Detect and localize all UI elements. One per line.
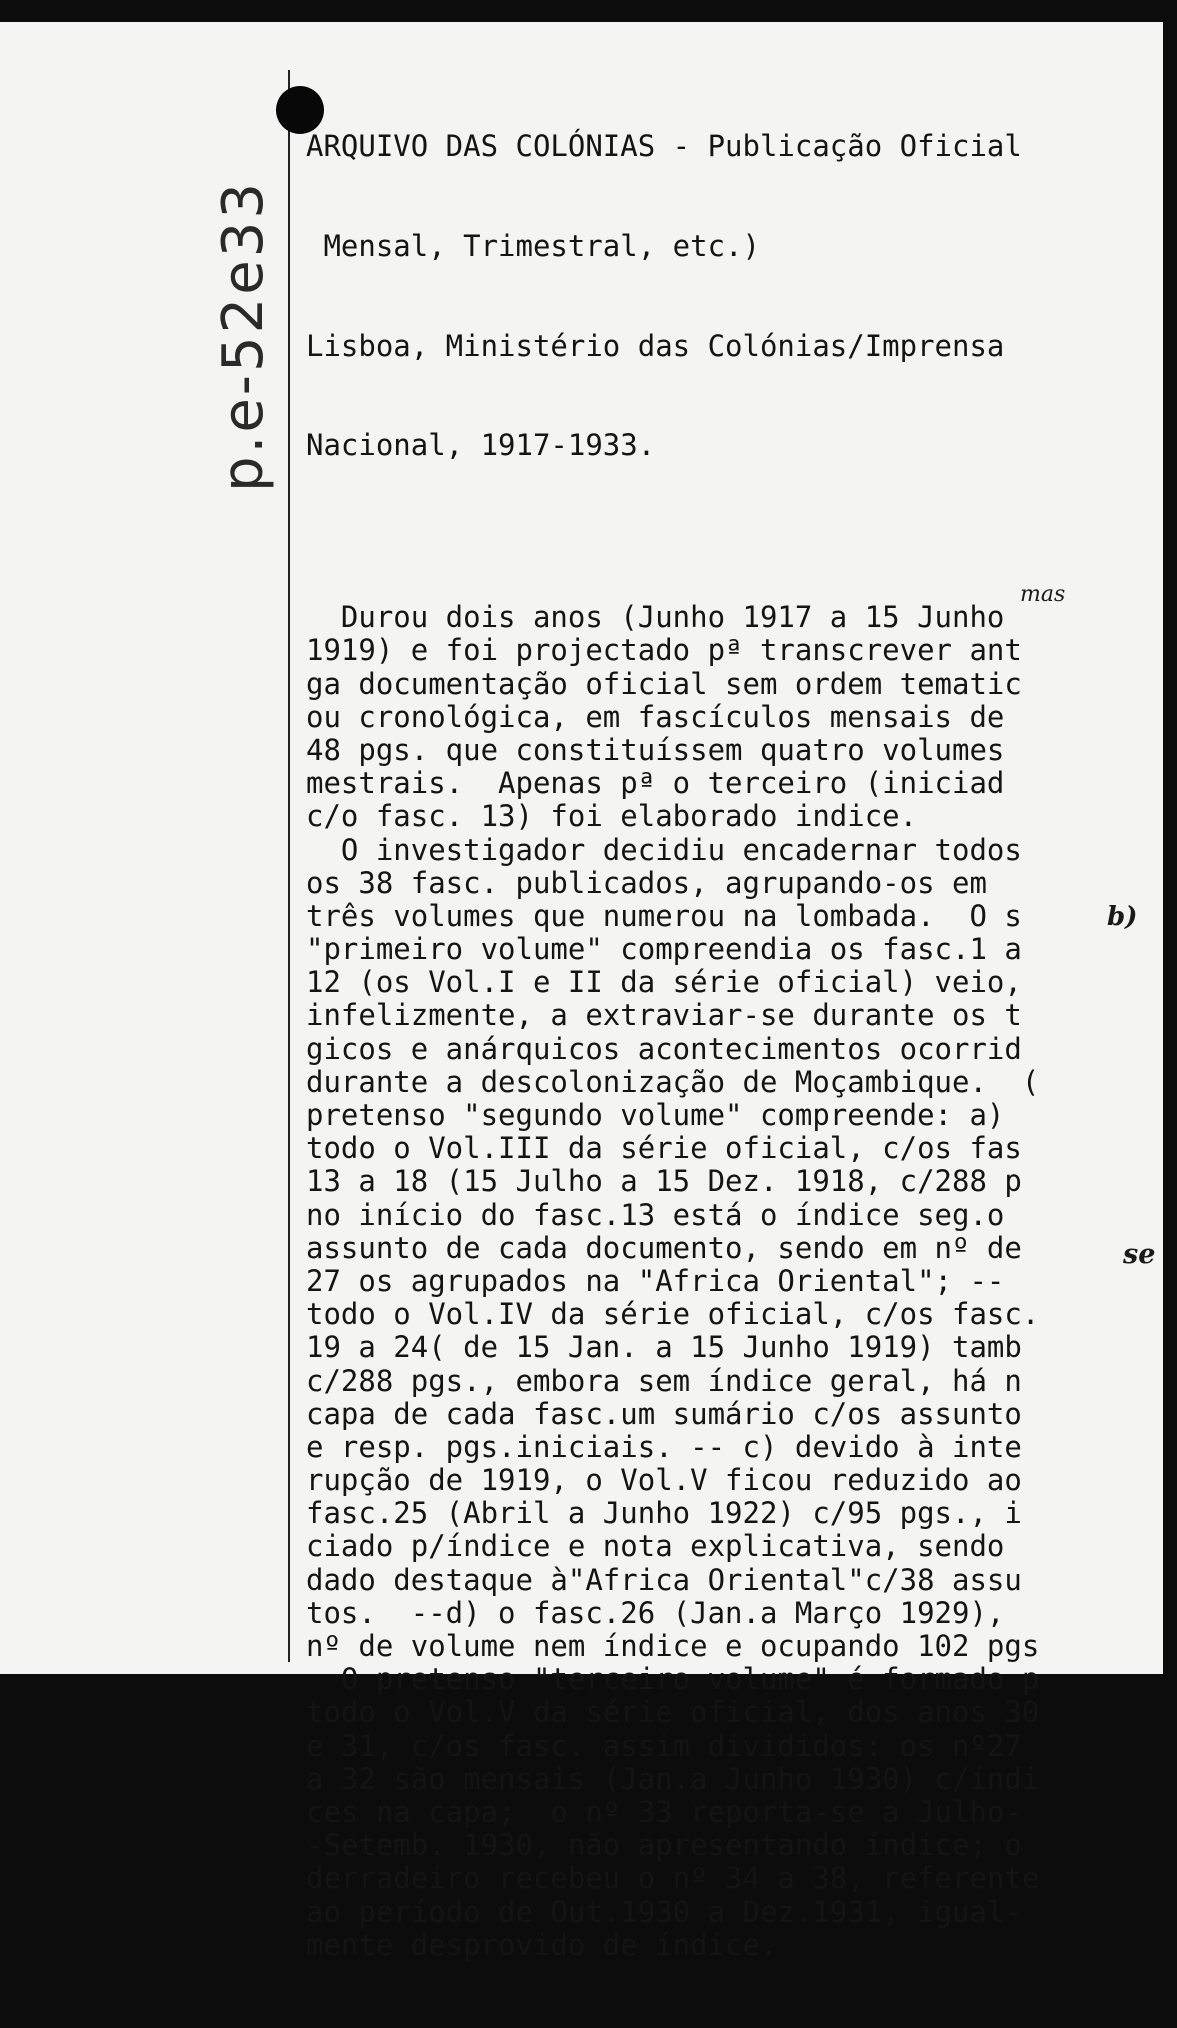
body-line: assunto de cada documento, sendo em nº de xyxy=(306,1230,1022,1265)
body-line: ciado p/índice e nota explicativa, sendo xyxy=(306,1529,1005,1564)
body-line: a 32 são mensais (Jan.a Junho 1930) c/índi xyxy=(306,1761,1040,1796)
header-line-2: Mensal, Trimestral, etc.) xyxy=(306,229,760,263)
body-line: gicos e anárquicos acontecimentos ocorrid xyxy=(306,1031,1022,1066)
body-line: durante a descolonização de Moçambique. ( xyxy=(306,1064,1040,1099)
body-line: e resp. pgs.iniciais. -- c) devido à inte xyxy=(306,1429,1022,1464)
body-line: infelizmente, a extraviar-se durante os t xyxy=(306,998,1022,1033)
header-line-1: ARQUIVO DAS COLÓNIAS - Publicação Oficial xyxy=(306,129,1022,164)
body-line: no início do fasc.13 está o índice seg.o xyxy=(306,1197,1005,1232)
body-line: fasc.25 (Abril a Junho 1922) c/95 pgs., i xyxy=(306,1496,1022,1531)
body-line: 1919) e foi projectado pª transcrever ant xyxy=(306,633,1022,668)
body-line: ao período de Out.1930 a Dez.1931, igual- xyxy=(306,1894,1022,1929)
body-line: O pretenso "terceiro volume" é formado p xyxy=(306,1662,1040,1697)
body-line: c/o fasc. 13) foi elaborado indice. xyxy=(306,799,918,834)
handwritten-mas: mas xyxy=(1020,582,1066,607)
body-line: -Setemb. 1930, não apresentando índice; o xyxy=(306,1828,1022,1863)
body-line: derradeiro recebeu o nº 34 a 38, referente xyxy=(306,1861,1040,1896)
body-line: 12 (os Vol.I e II da série oficial) veio, xyxy=(306,965,1022,1000)
body-line: dado destaque à"Africa Oriental"c/38 assu xyxy=(306,1562,1022,1597)
body-line: 48 pgs. que constituíssem quatro volumes xyxy=(306,732,1005,767)
margin-handwritten-note: p.e-52e33 xyxy=(211,180,276,492)
header-line-3: Lisboa, Ministério das Colónias/Imprensa xyxy=(306,328,1005,363)
body-line: nº de volume nem índice e ocupando 102 pgs xyxy=(306,1629,1040,1663)
body-line: O investigador decidiu encadernar todos xyxy=(306,832,1022,867)
body-line: 13 a 18 (15 Julho a 15 Dez. 1918, c/288 p xyxy=(306,1164,1022,1199)
body-line: mente desprovido de índice. xyxy=(306,1927,778,1962)
body-text xyxy=(306,601,1156,1962)
body-line: pretenso "segundo volume" compreende: a) xyxy=(306,1098,1005,1132)
body-line: todo o Vol.V da série oficial, dos anos 30 xyxy=(306,1695,1040,1730)
body-line: mestrais. Apenas pª o terceiro (iniciad xyxy=(306,766,1005,801)
body-line: Durou dois anos (Junho 1917 a 15 Junho xyxy=(306,600,1005,635)
body-line: c/288 pgs., embora sem índice geral, há n xyxy=(306,1363,1022,1398)
handwritten-se: se xyxy=(1123,1239,1156,1270)
body-line: ou cronológica, em fascículos mensais de xyxy=(306,699,1005,734)
body-line: os 38 fasc. publicados, agrupando-os em xyxy=(306,865,987,900)
margin-rule xyxy=(288,70,290,1662)
header-line-4: Nacional, 1917-1933. xyxy=(306,428,656,463)
body-line: ces na capa; o nº 33 reporta-se a Julho- xyxy=(306,1794,1022,1829)
body-line: 27 os agrupados na "Africa Oriental"; -- xyxy=(306,1263,1005,1298)
body-line: capa de cada fasc.um sumário c/os assunto xyxy=(306,1396,1022,1431)
typed-text xyxy=(306,64,1156,2028)
body-line: rupção de 1919, o Vol.V ficou reduzido ao xyxy=(306,1463,1022,1498)
body-line: "primeiro volume" compreendia os fasc.1 a xyxy=(306,932,1022,967)
body-line: três volumes que numerou na lombada. O s xyxy=(306,898,1022,933)
body-line: todo o Vol.IV da série oficial, c/os fasc. xyxy=(306,1297,1040,1332)
body-line: 19 a 24( de 15 Jan. a 15 Junho 1919) tamb xyxy=(306,1330,1022,1365)
body-line: ga documentação oficial sem ordem tematic xyxy=(306,666,1022,701)
body-line: tos. --d) o fasc.26 (Jan.a Março 1929), xyxy=(306,1595,1005,1630)
document-page xyxy=(0,22,1163,1962)
body-line: todo o Vol.III da série oficial, c/os fas xyxy=(306,1131,1022,1166)
handwritten-b: b) xyxy=(1107,902,1138,932)
body-line: e 31, c/os fasc. assim divididos: os nº27 xyxy=(306,1728,1022,1763)
